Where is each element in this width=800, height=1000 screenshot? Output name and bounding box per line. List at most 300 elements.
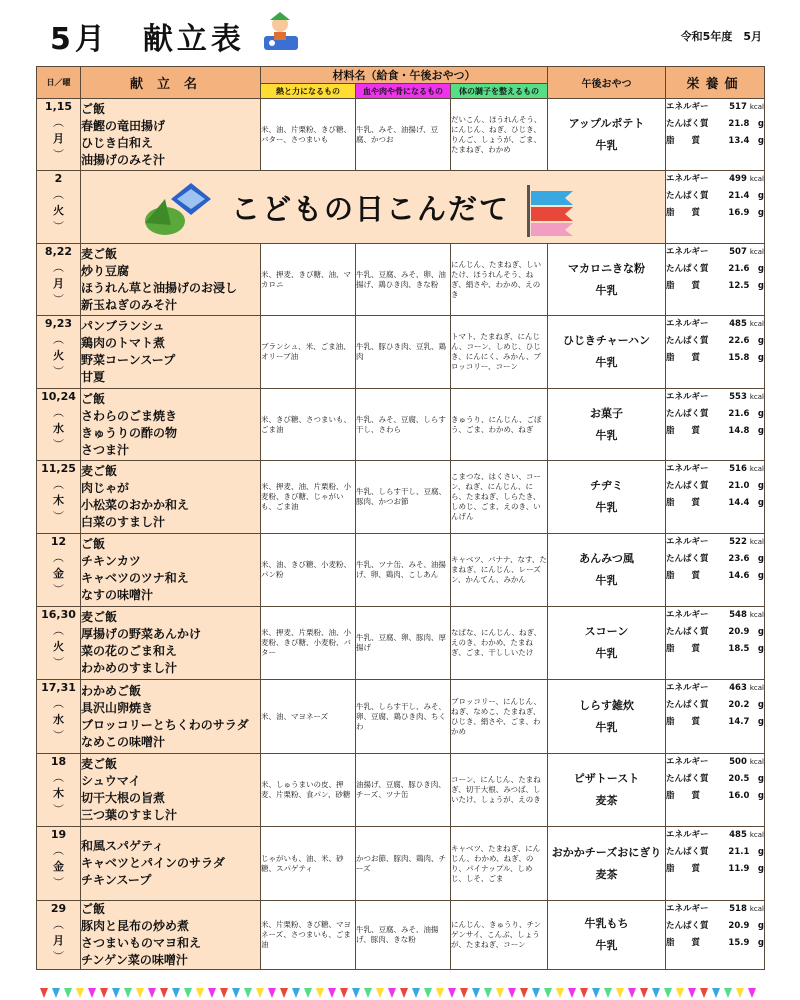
bracket-close-symbol: ︶ bbox=[53, 656, 64, 669]
snack-cell bbox=[548, 244, 666, 316]
dish-name: 麦ご飯 bbox=[81, 246, 118, 261]
bracket-open-symbol: ︵ bbox=[53, 697, 64, 710]
protein-line: たんぱく質 20.9 g bbox=[666, 921, 764, 931]
garland-flag bbox=[268, 988, 276, 998]
date-cell bbox=[37, 316, 81, 389]
weekday: 金 bbox=[53, 860, 64, 873]
dish-name: ひじき白和え bbox=[81, 135, 154, 150]
dish-name: 春鰹の竜田揚げ bbox=[81, 118, 166, 133]
garland-flag bbox=[724, 988, 732, 998]
snack-cell bbox=[548, 680, 666, 754]
material-energy: ブランシュ、米、ごま油、オリーブ油 bbox=[261, 316, 356, 389]
material-condition: きゅうり、にんじん、ごぼう、ごま、わかめ、ねぎ bbox=[451, 389, 548, 461]
snack-cell bbox=[548, 316, 666, 389]
garland-flag bbox=[592, 988, 600, 998]
snack-item: 牛乳 bbox=[595, 939, 618, 952]
dish-name: わかめご飯 bbox=[81, 683, 142, 698]
bracket-open-symbol: ︵ bbox=[53, 188, 64, 201]
material-energy: 米、片栗粉、きび糖、マヨネーズ、さつまいも、ごま油 bbox=[261, 901, 356, 970]
snack-cell bbox=[548, 99, 666, 171]
dish-name: チンゲン菜の味噌汁 bbox=[81, 953, 188, 967]
material-energy: 米、しゅうまいの皮、押麦、片栗粉、食パン、砂糖 bbox=[261, 754, 356, 827]
menu-row bbox=[37, 901, 765, 970]
snack-item: 牛乳 bbox=[595, 356, 618, 369]
bracket-close-symbol: ︶ bbox=[53, 583, 64, 596]
dish-name: シュウマイ bbox=[81, 774, 141, 788]
garland-flag bbox=[304, 988, 312, 998]
menu-row bbox=[37, 461, 765, 534]
date-number: 9,23 bbox=[44, 317, 73, 330]
bracket-open-symbol: ︵ bbox=[53, 261, 64, 274]
dish-name: 豚肉と昆布の炒め煮 bbox=[81, 919, 190, 933]
date-cell bbox=[37, 901, 81, 970]
menu-row bbox=[37, 316, 765, 389]
energy-line: エネルギー 507 kcal bbox=[666, 247, 764, 257]
date-number: 19 bbox=[50, 828, 67, 841]
weekday: 木 bbox=[53, 494, 64, 507]
dishes-cell bbox=[81, 680, 261, 754]
garland-flag bbox=[328, 988, 336, 998]
garland-flag bbox=[196, 988, 204, 998]
protein-line: たんぱく質 21.6 g bbox=[666, 409, 764, 419]
protein-line: たんぱく質 20.2 g bbox=[666, 700, 764, 710]
bracket-open-symbol: ︵ bbox=[53, 624, 64, 637]
material-body: かつお節、豚肉、鶏肉、チーズ bbox=[356, 827, 451, 901]
bracket-close-symbol: ︶ bbox=[53, 803, 64, 816]
garland-flag bbox=[676, 988, 684, 998]
garland-flag bbox=[688, 988, 696, 998]
fat-line: 脂 質 13.4 g bbox=[666, 136, 764, 146]
material-condition: トマト、たまねぎ、にんじん、コーン、しめじ、ひじき、にんにく、みかん、ブロッコリー、コーン bbox=[451, 316, 548, 389]
garland-flag bbox=[364, 988, 372, 998]
snack-item: ひじきチャーハン bbox=[562, 334, 651, 347]
nutrition-cell bbox=[666, 607, 765, 680]
garland-flag bbox=[640, 988, 648, 998]
dish-name: ご飯 bbox=[81, 101, 106, 116]
dish-name: 和風スパゲティ bbox=[81, 839, 165, 853]
garland-flag bbox=[712, 988, 720, 998]
dish-name: きゅうりの酢の物 bbox=[81, 425, 178, 440]
dish-name: ブロッコリーとちくわのサラダ bbox=[81, 717, 249, 732]
dish-name: 切干大根の旨煮 bbox=[81, 791, 166, 805]
material-condition: だいこん、ほうれんそう、にんじん、ねぎ、ひじき、りんご、しょうが、ごま、たまねぎ、わかめ bbox=[451, 99, 548, 171]
dish-name: 油揚げのみそ汁 bbox=[81, 152, 166, 167]
snack-item: 牛乳 bbox=[595, 720, 618, 734]
material-body: 牛乳、豆腐、みそ、油揚げ、豚肉、きな粉 bbox=[356, 901, 451, 970]
garland-flag bbox=[340, 988, 348, 998]
snack-cell bbox=[548, 461, 666, 534]
date-number: 17,31 bbox=[41, 681, 76, 694]
bracket-close-symbol: ︶ bbox=[53, 148, 64, 161]
nutrition-cell bbox=[666, 754, 765, 827]
snack-item: 牛乳 bbox=[595, 501, 618, 514]
fat-line: 脂 質 12.5 g bbox=[666, 281, 764, 291]
column-materials: 材料名（給食・午後おやつ） bbox=[261, 67, 548, 84]
date-cell bbox=[37, 534, 81, 607]
snack-item: あんみつ風 bbox=[579, 552, 634, 565]
material-energy-header: 熱と力になるもの bbox=[261, 84, 356, 99]
garland-flag bbox=[460, 988, 468, 998]
material-body: 牛乳、豚ひき肉、豆乳、鶏肉 bbox=[356, 316, 451, 389]
protein-line: たんぱく質 22.6 g bbox=[666, 336, 764, 346]
snack-item: 牛乳 bbox=[595, 647, 618, 660]
weekday: 火 bbox=[53, 204, 64, 217]
bracket-close-symbol: ︶ bbox=[53, 293, 64, 306]
weekday: 火 bbox=[53, 640, 64, 653]
special-day-row bbox=[37, 171, 765, 244]
snack-item: しらす雑炊 bbox=[579, 698, 634, 712]
energy-line: エネルギー 499 kcal bbox=[666, 174, 764, 184]
snack-cell bbox=[548, 534, 666, 607]
fat-line: 脂 質 16.9 g bbox=[666, 208, 764, 218]
dishes-cell bbox=[81, 607, 261, 680]
bracket-close-symbol: ︶ bbox=[53, 510, 64, 523]
dish-name: 厚揚げの野菜あんかけ bbox=[81, 627, 202, 641]
date-number: 11,25 bbox=[41, 462, 76, 475]
fat-line: 脂 質 14.6 g bbox=[666, 571, 764, 581]
snack-cell bbox=[548, 389, 666, 461]
snack-item: 牛乳 bbox=[595, 428, 618, 442]
dishes-cell bbox=[81, 754, 261, 827]
bracket-open-symbol: ︵ bbox=[53, 406, 64, 419]
special-day-title: こどもの日こんだて bbox=[231, 192, 511, 226]
material-body-header: 血や肉や骨になるもの bbox=[356, 84, 451, 99]
garland-flag bbox=[472, 988, 480, 998]
snack-item: 麦茶 bbox=[595, 794, 618, 807]
energy-line: エネルギー 516 kcal bbox=[666, 464, 764, 474]
garland-flag bbox=[148, 988, 156, 998]
page-title: 5月 献立表 bbox=[50, 22, 245, 57]
snack-item: 牛乳もち bbox=[584, 917, 629, 930]
bracket-close-symbol: ︶ bbox=[53, 220, 64, 233]
garland-flag bbox=[424, 988, 432, 998]
protein-line: たんぱく質 21.0 g bbox=[666, 481, 764, 491]
garland-flag bbox=[316, 988, 324, 998]
bracket-open-symbol: ︵ bbox=[53, 551, 64, 564]
material-body: 牛乳、みそ、豆腐、しらす干し、さわら bbox=[356, 389, 451, 461]
column-nutrition: 栄養価 bbox=[666, 67, 765, 99]
bracket-open-symbol: ︵ bbox=[53, 771, 64, 784]
snack-item: 牛乳 bbox=[595, 138, 618, 152]
menu-row bbox=[37, 754, 765, 827]
dishes-cell bbox=[81, 389, 261, 461]
bracket-open-symbol: ︵ bbox=[53, 844, 64, 857]
date-cell bbox=[37, 607, 81, 680]
weekday: 水 bbox=[53, 422, 64, 435]
date-cell bbox=[37, 99, 81, 171]
fat-line: 脂 質 14.8 g bbox=[666, 426, 764, 436]
snack-item: お菓子 bbox=[590, 406, 623, 420]
garland-flag bbox=[160, 988, 168, 998]
material-condition: コーン、にんじん、たまねぎ、切干大根、みつば、しいたけ、しょうが、えのき bbox=[451, 754, 548, 827]
menu-row bbox=[37, 389, 765, 461]
date-cell bbox=[37, 461, 81, 534]
column-snack: 午後おやつ bbox=[548, 67, 666, 99]
garland-flag bbox=[388, 988, 396, 998]
snack-item: 麦茶 bbox=[595, 867, 618, 881]
energy-line: エネルギー 553 kcal bbox=[666, 392, 764, 402]
material-condition: なばな、にんじん、ねぎ、えのき、わかめ、たまねぎ、ごま、干ししいたけ bbox=[451, 607, 548, 680]
material-body: 牛乳、豆腐、卵、豚肉、厚揚げ bbox=[356, 607, 451, 680]
date-cell bbox=[37, 680, 81, 754]
dish-name: なめこの味噌汁 bbox=[81, 734, 166, 749]
fat-line: 脂 質 16.0 g bbox=[666, 791, 764, 801]
column-date: 日／曜 bbox=[37, 67, 81, 99]
menu-row bbox=[37, 99, 765, 171]
koinobori-carp-streamer-icon bbox=[525, 185, 579, 237]
garland-flag bbox=[112, 988, 120, 998]
energy-line: エネルギー 522 kcal bbox=[666, 537, 764, 547]
garland-flag bbox=[88, 988, 96, 998]
garland-flag bbox=[172, 988, 180, 998]
dish-name: ご飯 bbox=[81, 391, 106, 406]
fat-line: 脂 質 14.4 g bbox=[666, 498, 764, 508]
dish-name: わかめのすまし汁 bbox=[81, 661, 178, 675]
dish-name: 具沢山卵焼き bbox=[81, 700, 154, 715]
date-number: 8,22 bbox=[44, 245, 73, 258]
garland-flag bbox=[520, 988, 528, 998]
weekday: 水 bbox=[53, 713, 64, 726]
menu-row bbox=[37, 680, 765, 754]
dish-name: さわらのごま焼き bbox=[81, 408, 178, 423]
material-condition: にんじん、たまねぎ、しいたけ、ほうれんそう、ねぎ、絹さや、わかめ、えのき bbox=[451, 244, 548, 316]
snack-item: 牛乳 bbox=[595, 574, 618, 587]
dishes-cell bbox=[81, 244, 261, 316]
nutrition-cell bbox=[666, 534, 765, 607]
garland-flag bbox=[292, 988, 300, 998]
protein-line: たんぱく質 21.4 g bbox=[666, 191, 764, 201]
garland-flag bbox=[652, 988, 660, 998]
protein-line: たんぱく質 20.9 g bbox=[666, 627, 764, 637]
energy-line: エネルギー 463 kcal bbox=[666, 683, 764, 693]
dish-name: 菜の花のごま和え bbox=[81, 644, 178, 658]
date-number: 29 bbox=[50, 902, 67, 915]
protein-line: たんぱく質 20.5 g bbox=[666, 774, 764, 784]
energy-line: エネルギー 518 kcal bbox=[666, 904, 764, 914]
menu-table bbox=[36, 66, 765, 970]
date-number: 10,24 bbox=[41, 390, 76, 403]
snack-item: アップルポテト bbox=[568, 116, 645, 130]
fat-line: 脂 質 15.8 g bbox=[666, 353, 764, 363]
garland-flag bbox=[40, 988, 48, 998]
dish-name: さつまいものマヨ和え bbox=[81, 936, 202, 950]
snack-item: ピザトースト bbox=[573, 772, 640, 785]
school-year-label: 令和5年度 5月 bbox=[680, 30, 762, 43]
childrens-day-banner bbox=[81, 171, 666, 244]
date-cell bbox=[37, 171, 81, 244]
dish-name: キャベツのツナ和え bbox=[81, 571, 189, 585]
garland-flag bbox=[664, 988, 672, 998]
energy-line: エネルギー 548 kcal bbox=[666, 610, 764, 620]
material-energy: 米、きび糖、さつまいも、ごま油 bbox=[261, 389, 356, 461]
nutrition-cell bbox=[666, 316, 765, 389]
garland-flag bbox=[100, 988, 108, 998]
garland-flag bbox=[376, 988, 384, 998]
dish-name: 炒り豆腐 bbox=[81, 263, 130, 278]
material-body: 油揚げ、豆腐、豚ひき肉、チーズ、ツナ缶 bbox=[356, 754, 451, 827]
material-condition: キャベツ、たまねぎ、にんじん、わかめ、ねぎ、のり、パイナップル、しめじ、しそ、ごま bbox=[451, 827, 548, 901]
dish-name: ご飯 bbox=[81, 537, 106, 551]
weekday: 月 bbox=[53, 934, 64, 947]
snack-cell bbox=[548, 754, 666, 827]
column-menu: 献立名 bbox=[81, 67, 261, 99]
snack-cell bbox=[548, 827, 666, 901]
dish-name: ご飯 bbox=[81, 902, 106, 916]
energy-line: エネルギー 485 kcal bbox=[666, 319, 764, 329]
dish-name: 甘夏 bbox=[81, 370, 106, 384]
dish-name: 野菜コーンスープ bbox=[81, 353, 176, 367]
weekday: 火 bbox=[53, 349, 64, 362]
menu-row bbox=[37, 244, 765, 316]
material-energy: じゃがいも、油、米、砂糖、スパゲティ bbox=[261, 827, 356, 901]
nutrition-cell bbox=[666, 901, 765, 970]
garland-flag bbox=[256, 988, 264, 998]
garland-flag bbox=[544, 988, 552, 998]
date-cell bbox=[37, 244, 81, 316]
nutrition-cell bbox=[666, 244, 765, 316]
snack-cell bbox=[548, 901, 666, 970]
energy-line: エネルギー 485 kcal bbox=[666, 830, 764, 840]
dishes-cell bbox=[81, 461, 261, 534]
material-condition-header: 体の調子を整えるもの bbox=[451, 84, 548, 99]
snack-item: チヂミ bbox=[590, 479, 623, 492]
dishes-cell bbox=[81, 827, 261, 901]
garland-flag bbox=[208, 988, 216, 998]
kabuto-helmet-icon bbox=[141, 179, 231, 239]
bracket-close-symbol: ︶ bbox=[53, 365, 64, 378]
weekday: 月 bbox=[53, 132, 64, 145]
garland-flag bbox=[220, 988, 228, 998]
snack-item: スコーン bbox=[584, 625, 629, 638]
energy-line: エネルギー 517 kcal bbox=[666, 102, 764, 112]
material-energy: 米、押麦、油、片栗粉、小麦粉、きび糖、じゃがいも、ごま油 bbox=[261, 461, 356, 534]
material-body: 牛乳、しらす干し、みそ、卵、豆腐、鶏ひき肉、ちくわ bbox=[356, 680, 451, 754]
garland-flag bbox=[484, 988, 492, 998]
dish-name: チキンスープ bbox=[81, 873, 152, 887]
garland-flag bbox=[436, 988, 444, 998]
date-number: 2 bbox=[54, 172, 63, 185]
bracket-open-symbol: ︵ bbox=[53, 478, 64, 491]
dish-name: なすの味噌汁 bbox=[81, 588, 154, 602]
bracket-open-symbol: ︵ bbox=[53, 116, 64, 129]
nutrition-cell bbox=[666, 827, 765, 901]
dishes-cell bbox=[81, 901, 261, 970]
garland-flag bbox=[628, 988, 636, 998]
nutrition-cell bbox=[666, 389, 765, 461]
fat-line: 脂 質 11.9 g bbox=[666, 864, 764, 874]
bracket-close-symbol: ︶ bbox=[53, 438, 64, 451]
material-body: 牛乳、しらす干し、豆腐、豚肉、かつお節 bbox=[356, 461, 451, 534]
dishes-cell bbox=[81, 99, 261, 171]
nutrition-cell bbox=[666, 99, 765, 171]
weekday: 月 bbox=[53, 277, 64, 290]
bracket-open-symbol: ︵ bbox=[53, 918, 64, 931]
menu-row bbox=[37, 607, 765, 680]
dish-name: 麦ご飯 bbox=[81, 757, 118, 771]
date-cell bbox=[37, 754, 81, 827]
menu-row bbox=[37, 827, 765, 901]
dish-name: さつま汁 bbox=[81, 442, 130, 457]
date-number: 16,30 bbox=[41, 608, 76, 621]
dish-name: ほうれん草と油揚げのお浸し bbox=[81, 280, 238, 295]
snack-item: おかかチーズおにぎり bbox=[551, 845, 662, 859]
fat-line: 脂 質 18.5 g bbox=[666, 644, 764, 654]
date-cell bbox=[37, 827, 81, 901]
bracket-close-symbol: ︶ bbox=[53, 876, 64, 889]
weekday: 木 bbox=[53, 787, 64, 800]
material-condition: にんじん、きゅうり、チンゲンサイ、こんぶ、しょうが、たまねぎ、コーン bbox=[451, 901, 548, 970]
garland-flag bbox=[496, 988, 504, 998]
fat-line: 脂 質 15.9 g bbox=[666, 938, 764, 948]
garland-flag bbox=[400, 988, 408, 998]
nutrition-cell bbox=[666, 461, 765, 534]
material-energy: 米、押麦、片栗粉、油、小麦粉、きび糖、小麦粉、バター bbox=[261, 607, 356, 680]
garland-flag bbox=[124, 988, 132, 998]
garland-flag bbox=[616, 988, 624, 998]
fat-line: 脂 質 14.7 g bbox=[666, 717, 764, 727]
garland-flag bbox=[412, 988, 420, 998]
nutrition-cell bbox=[666, 680, 765, 754]
garland-flag bbox=[532, 988, 540, 998]
snack-item: マカロニきな粉 bbox=[568, 261, 645, 275]
date-number: 1,15 bbox=[44, 100, 73, 113]
material-body: 牛乳、ツナ缶、みそ、油揚げ、卵、鶏肉、こしあん bbox=[356, 534, 451, 607]
garland-flag bbox=[448, 988, 456, 998]
material-body: 牛乳、みそ、油揚げ、豆腐、かつお bbox=[356, 99, 451, 171]
garland-flag bbox=[280, 988, 288, 998]
garland-flag bbox=[508, 988, 516, 998]
dish-name: 小松菜のおかか和え bbox=[81, 498, 190, 512]
dish-name: 白菜のすまし汁 bbox=[81, 515, 166, 529]
garland-flag bbox=[748, 988, 756, 998]
material-body: 牛乳、豆腐、みそ、卵、油揚げ、鶏ひき肉、きな粉 bbox=[356, 244, 451, 316]
dish-name: 麦ご飯 bbox=[81, 610, 118, 624]
snack-item: 牛乳 bbox=[595, 283, 618, 297]
bracket-close-symbol: ︶ bbox=[53, 950, 64, 963]
bracket-close-symbol: ︶ bbox=[53, 729, 64, 742]
energy-line: エネルギー 500 kcal bbox=[666, 757, 764, 767]
nutrition-cell bbox=[666, 171, 765, 244]
material-energy: 米、押麦、きび糖、油、マカロニ bbox=[261, 244, 356, 316]
dish-name: 麦ご飯 bbox=[81, 464, 118, 478]
garland-flag bbox=[52, 988, 60, 998]
material-energy: 米、油、きび糖、小麦粉、パン粉 bbox=[261, 534, 356, 607]
garland-flag bbox=[352, 988, 360, 998]
garland-flag bbox=[232, 988, 240, 998]
protein-line: たんぱく質 21.1 g bbox=[666, 847, 764, 857]
garland-flag bbox=[184, 988, 192, 998]
garland-flag bbox=[736, 988, 744, 998]
dishes-cell bbox=[81, 534, 261, 607]
dish-name: キャベツとパインのサラダ bbox=[81, 856, 225, 870]
material-energy: 米、油、マヨネーズ bbox=[261, 680, 356, 754]
material-condition: こまつな、はくさい、コーン、ねぎ、にんじん、にら、たまねぎ、しらたき、しめじ、ごま、えのき、いんげん bbox=[451, 461, 548, 534]
material-energy: 米、油、片栗粉、きび糖、バター、さつまいも bbox=[261, 99, 356, 171]
date-number: 18 bbox=[50, 755, 67, 768]
garland-flag bbox=[604, 988, 612, 998]
dish-name: パンブランシュ bbox=[81, 319, 165, 333]
menu-row bbox=[37, 534, 765, 607]
garland-flag bbox=[244, 988, 252, 998]
garland-flag bbox=[580, 988, 588, 998]
weekday: 金 bbox=[53, 567, 64, 580]
garland-flag bbox=[64, 988, 72, 998]
garland-flag bbox=[568, 988, 576, 998]
dish-name: 三つ葉のすまし汁 bbox=[81, 808, 178, 822]
dish-name: 新玉ねぎのみそ汁 bbox=[81, 297, 178, 312]
snack-cell bbox=[548, 607, 666, 680]
dishes-cell bbox=[81, 316, 261, 389]
